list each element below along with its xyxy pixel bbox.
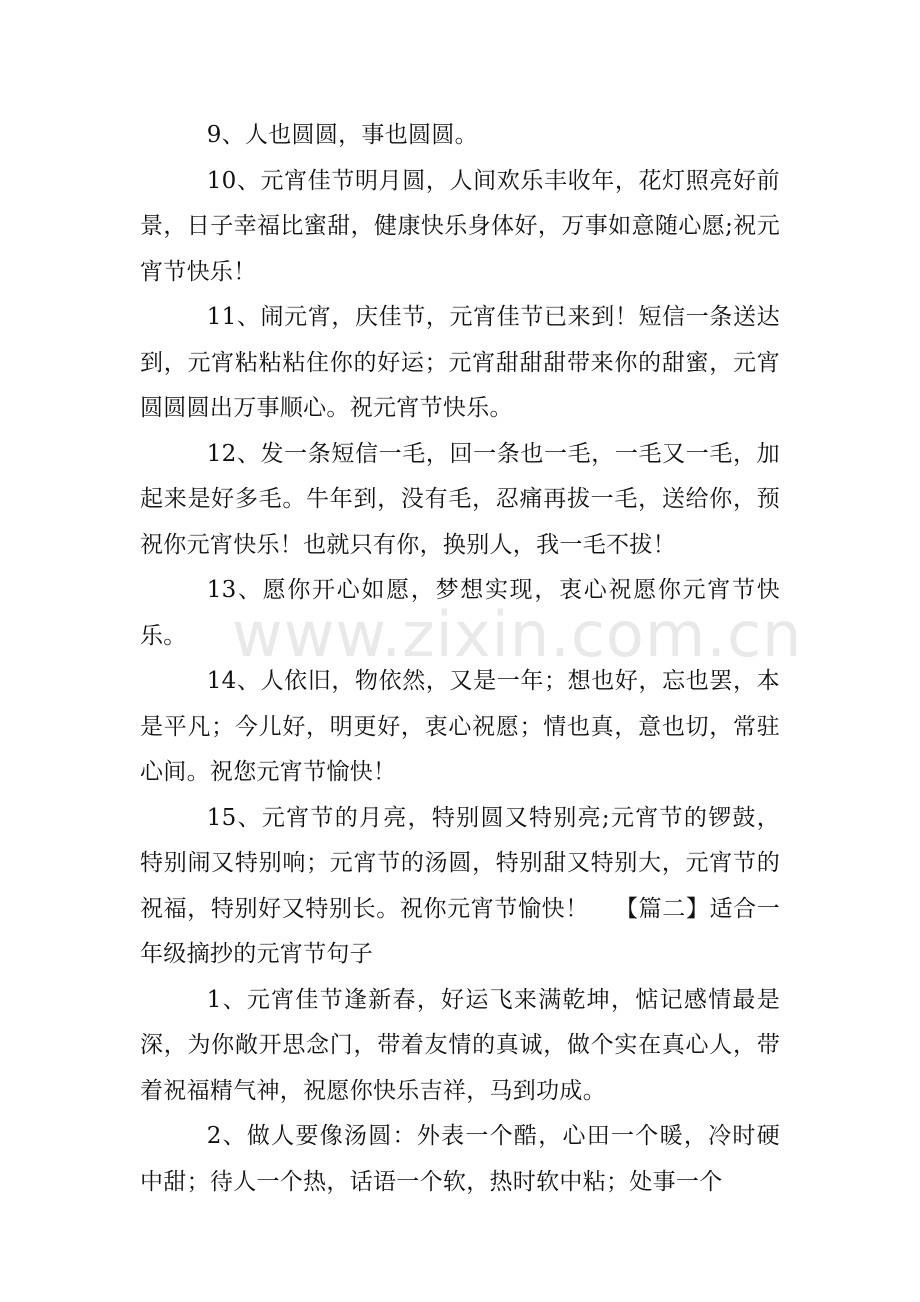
watermark: www.zixin.com.cn <box>232 598 803 671</box>
paragraph-10: 10、元宵佳节明月圆，人间欢乐丰收年，花灯照亮好前景，日子幸福比蜜甜，健康快乐身体好，万事如意随心愿;祝元宵节快乐！ <box>140 167 780 285</box>
paragraph-13: 13、愿你开心如愿，梦想实现，衷心祝愿你元宵节快乐。 <box>140 577 780 649</box>
paragraph-12: 12、发一条短信一毛，回一条也一毛，一毛又一毛，加起来是好多毛。牛年到，没有毛，忍痛再拔一毛，送给你，预祝你元宵快乐！也就只有你，换别人，我一毛不拔！ <box>140 440 780 558</box>
section-heading: 【篇二】适合一年级摘抄的元宵节句子 <box>140 895 781 967</box>
paragraph-14: 14、人依旧，物依然，又是一年；想也好，忘也罢，本是平凡；今儿好，明更好，衷心祝愿；情也真，意也切，常驻心间。祝您元宵节愉快！ <box>140 668 780 785</box>
document-body <box>140 113 780 1205</box>
section2-paragraph-1: 1、元宵佳节逢新春，好运飞来满乾坤，惦记感情最是深，为你敞开思念门，带着友情的真诚，做个实在真心人，带着祝福精气神，祝愿你快乐吉祥，马到功成。 <box>140 986 780 1104</box>
section2-paragraph-2: 2、做人要像汤圆：外表一个酷，心田一个暖，冷时硬中甜；待人一个热，话语一个软，热时软中粘；处事一个 <box>140 1123 780 1195</box>
paragraph-9: 9、人也圆圆，事也圆圆。 <box>206 122 478 148</box>
paragraph-11: 11、闹元宵，庆佳节，元宵佳节已来到！短信一条送达到，元宵粘粘粘住你的好运；元宵甜甜甜带来你的甜蜜，元宵圆圆圆出万事顺心。祝元宵节快乐。 <box>140 304 780 421</box>
paragraph-15: 15、元宵节的月亮，特别圆又特别亮;元宵节的锣鼓，特别闹又特别响；元宵节的汤圆，特别甜又特别大，元宵节的祝福，特别好又特别长。祝你元宵节愉快！ <box>140 804 780 922</box>
paragraph-15-with-heading <box>140 796 780 978</box>
